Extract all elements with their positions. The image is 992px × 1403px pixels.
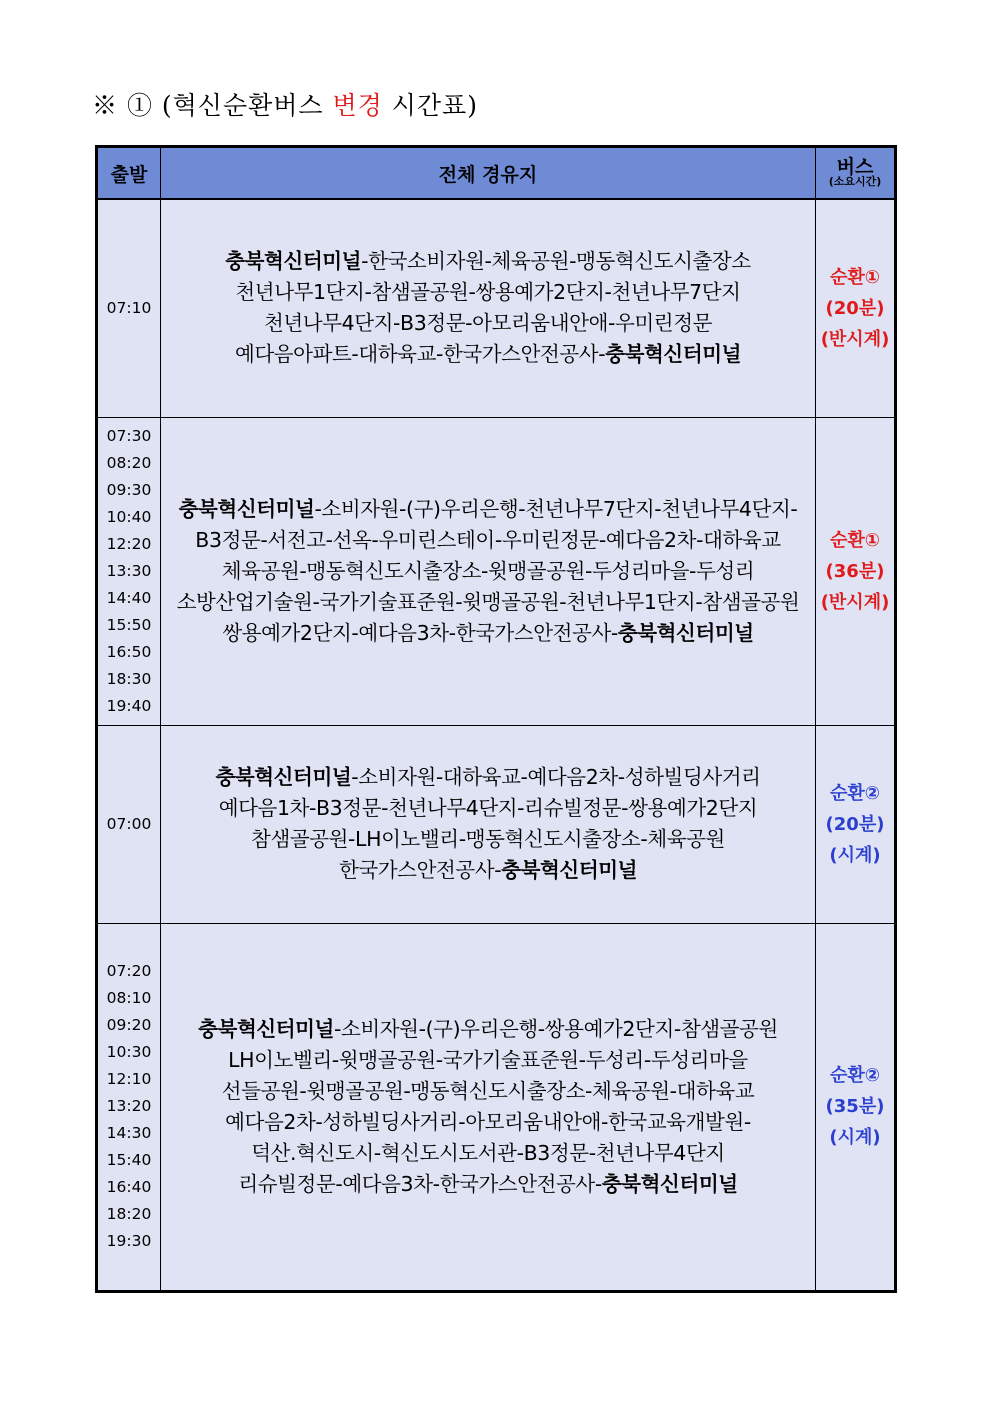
route-line (161, 1014, 815, 1045)
page-title (92, 86, 478, 122)
departure-times (97, 199, 161, 417)
departure-time: 19:40 (106, 696, 152, 715)
departure-time: 07:10 (106, 298, 152, 317)
table-row (97, 417, 896, 725)
route-line (161, 1076, 815, 1107)
route-segment: 참샘골공원-LH이노밸리-맹동혁신도시출장소-체육공원 (251, 827, 725, 851)
route-segment: 체육공원-맹동혁신도시출장소-윗맹골공원-두성리마을-두성리 (221, 558, 755, 583)
departure-time: 07:20 (106, 962, 152, 980)
header-route: 전체 경유지 (161, 147, 816, 200)
terminal-name: 충북혁신터미널 (215, 765, 352, 789)
route-segment: 소방산업기술원-국가기술표준원-윗맹골공원-천년나무1단지-참샘골공원 (176, 589, 800, 614)
bus-info (816, 199, 896, 417)
departure-time: 12:10 (106, 1070, 152, 1088)
bus-duration: (20분) (825, 813, 885, 835)
bus-info (816, 417, 896, 725)
route-line (161, 618, 815, 649)
bus-route-name: 순환① (829, 266, 881, 288)
departure-time: 08:10 (106, 989, 152, 1007)
title-suffix: 시간표) (382, 91, 478, 120)
departure-time: 10:30 (106, 1043, 152, 1061)
route-segment: 쌍용예가2단지-예다음3차-한국가스안전공사- (222, 620, 618, 645)
route-line (161, 1045, 815, 1076)
header-bus-label: 버스 (836, 155, 874, 178)
table-row (97, 199, 896, 417)
terminal-name: 충북혁신터미널 (601, 1171, 738, 1196)
route-segment: -한국소비자원-체육공원-맹동혁신도시출장소 (361, 249, 751, 274)
route-line (161, 824, 815, 855)
route-segment: 천년나무4단지-B3정문-아모리움내안애-우미린정문 (264, 311, 712, 336)
departure-times (97, 923, 161, 1291)
departure-time: 09:20 (106, 1016, 152, 1034)
terminal-name: 충북혁신터미널 (225, 249, 362, 274)
route-line (161, 308, 815, 339)
bus-info (816, 725, 896, 923)
route-line (161, 793, 815, 824)
bus-route-name: 순환② (829, 782, 881, 804)
route-segment: 예다음2차-성하빌딩사거리-아모리움내안애-한국교육개발원- (225, 1109, 751, 1134)
route-segment: 한국가스안전공사- (338, 858, 502, 882)
bus-direction: (시계) (829, 844, 881, 866)
terminal-name: 충북혁신터미널 (617, 620, 754, 645)
departure-times (97, 725, 161, 923)
bus-direction: (반시계) (820, 328, 890, 350)
route-line (161, 277, 815, 308)
bus-info (816, 923, 896, 1291)
header-departure: 출발 (97, 147, 161, 200)
route-line (161, 1169, 815, 1200)
departure-time: 13:20 (106, 1097, 152, 1115)
route-line (161, 1138, 815, 1169)
route-segment: B3정문-서전고-선옥-우미린스테이-우미린정문-예다음2차-대하육교 (195, 527, 781, 552)
route-stops (161, 725, 816, 923)
route-segment: 덕산.혁신도시-혁신도시도서관-B3정문-천년나무4단지 (251, 1140, 725, 1165)
departure-time: 12:20 (106, 534, 152, 553)
terminal-name: 충북혁신터미널 (605, 342, 742, 367)
departure-time: 16:40 (106, 1178, 152, 1196)
departure-time: 15:50 (106, 615, 152, 634)
departure-time: 14:40 (106, 588, 152, 607)
departure-time: 10:40 (106, 507, 152, 526)
bus-duration: (35분) (825, 1096, 885, 1117)
route-segment: LH이노벨리-윗맹골공원-국가기술표준원-두성리-두성리마을 (228, 1047, 748, 1072)
route-segment: 선들공원-윗맹골공원-맹동혁신도시출장소-체육공원-대하육교 (221, 1078, 755, 1103)
terminal-name: 충북혁신터미널 (198, 1016, 334, 1041)
departure-times (97, 417, 161, 725)
bus-route-name: 순환① (829, 529, 881, 551)
route-line (161, 762, 815, 793)
route-segment: -소비자원-(구)우리은행-쌍용예가2단지-참샘골공원 (333, 1016, 778, 1041)
departure-time: 13:30 (106, 561, 152, 580)
departure-time: 14:30 (106, 1124, 152, 1142)
departure-time: 09:30 (106, 480, 152, 499)
bus-duration: (36분) (825, 560, 885, 582)
departure-time: 07:00 (106, 814, 152, 833)
table-row (97, 725, 896, 923)
route-segment: 예다음아파트-대하육교-한국가스안전공사- (234, 342, 606, 367)
route-segment: 예다음1차-B3정문-천년나무4단지-리슈빌정문-쌍용예가2단지 (218, 796, 758, 820)
route-line (161, 246, 815, 277)
route-segment: 리슈빌정문-예다음3차-한국가스안전공사- (238, 1171, 602, 1196)
title-highlight: 변경 (332, 91, 383, 120)
departure-time: 19:30 (106, 1232, 152, 1250)
route-segment: -소비자원-대하육교-예다음2차-성하빌딩사거리 (351, 765, 761, 789)
terminal-name: 충북혁신터미널 (501, 858, 638, 882)
title-prefix: ※ ① (혁신순환버스 (92, 91, 333, 120)
route-stops (161, 417, 816, 725)
schedule-table (95, 145, 897, 1293)
bus-route-name: 순환② (829, 1065, 881, 1086)
table-row (97, 923, 896, 1291)
header-bus-sub: (소요시간) (828, 174, 882, 188)
route-stops (161, 923, 816, 1291)
route-segment: 천년나무1단지-참샘골공원-쌍용예가2단지-천년나무7단지 (235, 280, 741, 305)
terminal-name: 충북혁신터미널 (178, 496, 315, 521)
bus-duration: (20분) (825, 297, 885, 319)
route-segment: -소비자원-(구)우리은행-천년나무7단지-천년나무4단지- (314, 496, 798, 521)
departure-time: 18:20 (106, 1205, 152, 1223)
bus-direction: (시계) (829, 1127, 881, 1148)
route-line (161, 587, 815, 618)
route-line (161, 556, 815, 587)
departure-time: 15:40 (106, 1151, 152, 1169)
departure-time: 16:50 (106, 642, 152, 661)
route-line (161, 1107, 815, 1138)
route-stops (161, 199, 816, 417)
bus-direction: (반시계) (820, 591, 890, 613)
departure-time: 07:30 (106, 426, 152, 445)
route-line (161, 525, 815, 556)
route-line (161, 855, 815, 886)
header-row (97, 147, 896, 200)
departure-time: 18:30 (106, 669, 152, 688)
departure-time: 08:20 (106, 453, 152, 472)
route-line (161, 339, 815, 370)
route-line (161, 494, 815, 525)
header-bus (816, 147, 896, 200)
